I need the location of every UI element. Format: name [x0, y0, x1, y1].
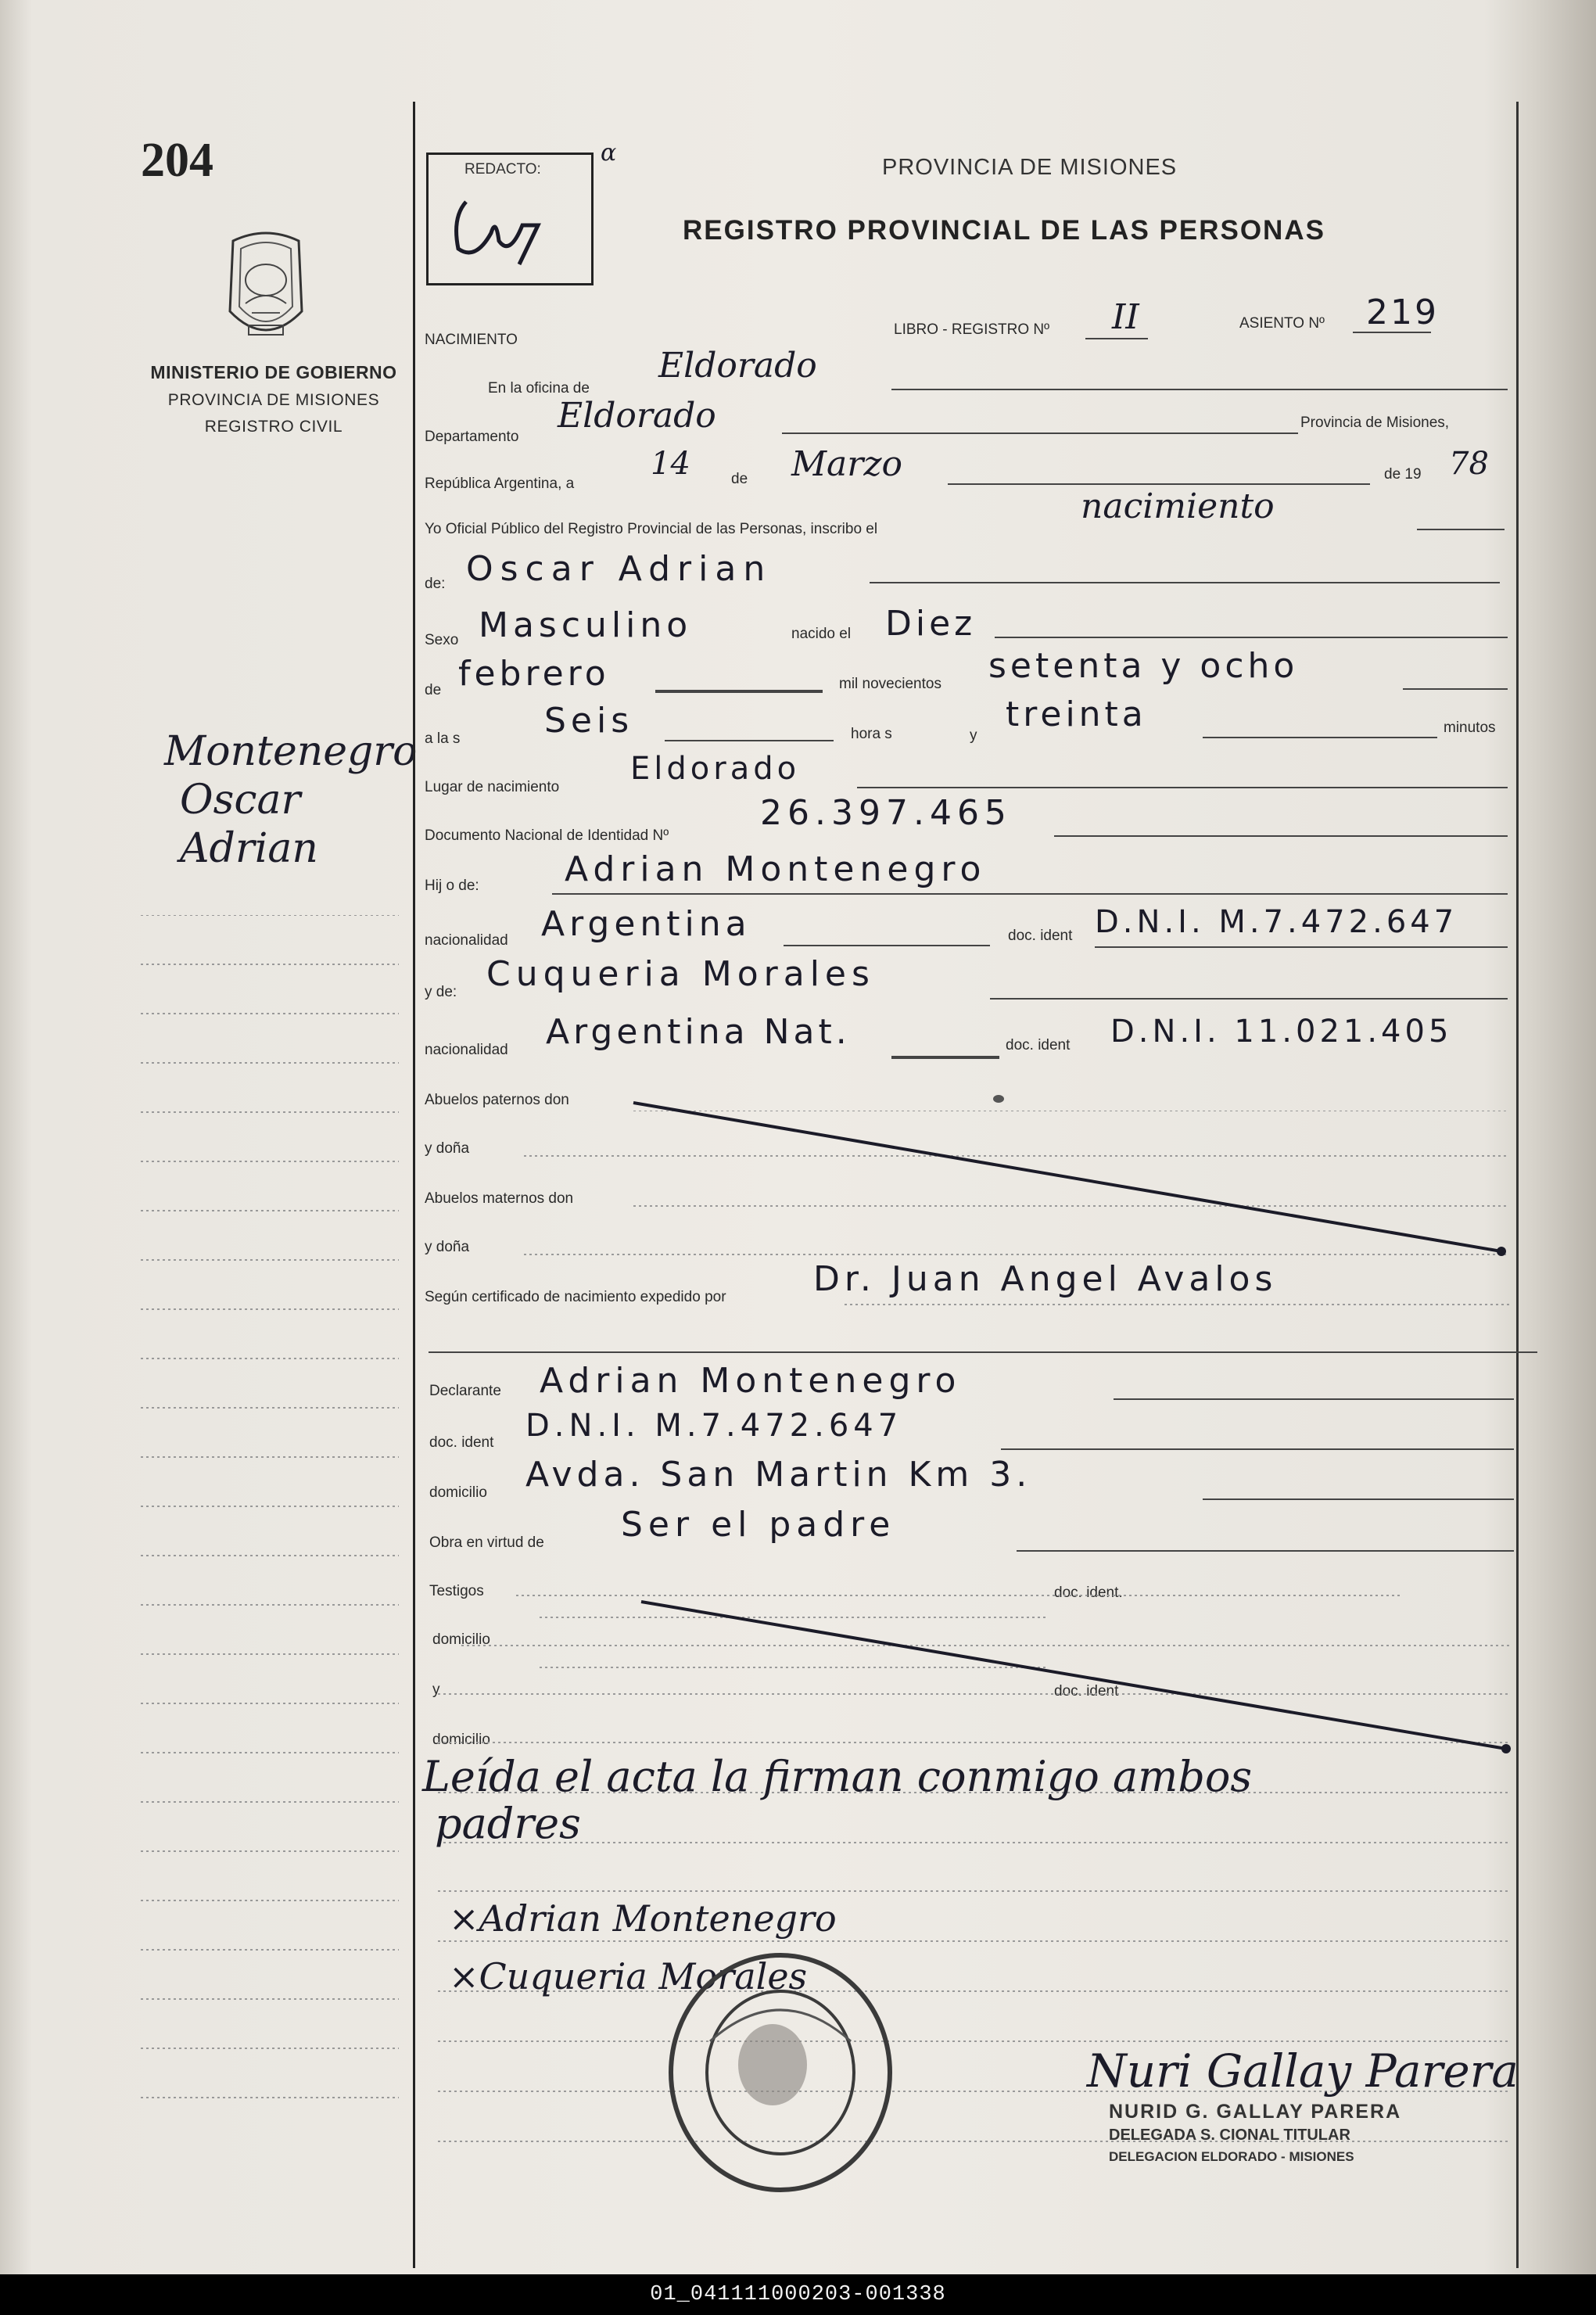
oficina-value: Eldorado: [658, 346, 817, 386]
de19-label: de 19: [1384, 466, 1422, 483]
nac2-label: nacionalidad: [425, 1042, 508, 1058]
redacto-initials: [444, 186, 569, 272]
official-office: DELEGACION ELDORADO - MISIONES: [1109, 2149, 1354, 2164]
mes-line: [948, 483, 1370, 485]
certificado-label: Según certificado de nacimiento expedido por: [425, 1289, 726, 1305]
official-signature: Nuri Gallay Parera: [1087, 2044, 1519, 2098]
title-registry: REGISTRO PROVINCIAL DE LAS PERSONAS: [683, 215, 1325, 246]
margin-note: [164, 727, 417, 873]
act-type: NACIMIENTO: [425, 332, 518, 348]
image-code: 01_041111000203-001338: [650, 2283, 946, 2306]
redacto-label: REDACTO:: [464, 161, 541, 178]
minutos-line: [1203, 737, 1437, 738]
left-margin-lines: [141, 915, 407, 2135]
margin-second-name: Adrian: [180, 825, 318, 872]
inscribo-label: Yo Oficial Público del Registro Provincial de las Personas, inscribo el: [425, 521, 878, 537]
dni-label: Documento Nacional de Identidad Nº: [425, 827, 669, 844]
libro-line: [1085, 338, 1148, 339]
declarante-value: Adrian Montenegro: [540, 1361, 962, 1401]
redacto-box: [426, 153, 594, 285]
hora-line: [665, 740, 834, 741]
medico-value: Dr. Juan Angel Avalos: [813, 1259, 1278, 1299]
nombre-value: Oscar Adrian: [466, 549, 773, 589]
padre-doc-value: D.N.I. M.7.472.647: [1095, 904, 1458, 940]
padre-nac-value: Argentina: [541, 904, 751, 944]
ministry-name: MINISTERIO DE GOBIERNO: [150, 362, 397, 382]
official-name: NURID G. GALLAY PARERA: [1109, 2101, 1402, 2123]
obra-value: Ser el padre: [621, 1505, 896, 1545]
inscribo-value: nacimiento: [1081, 486, 1275, 526]
nombre-label: de:: [425, 576, 446, 592]
title-province: PROVINCIA DE MISIONES: [882, 155, 1178, 180]
lugar-label: Lugar de nacimiento: [425, 779, 560, 795]
asiento-line: [1353, 332, 1431, 333]
departamento-label: Departamento: [425, 429, 519, 445]
test-dom2-label: domicilio: [432, 1732, 490, 1748]
ministry-office: REGISTRO CIVIL: [204, 418, 343, 436]
oficina-label: En la oficina de: [488, 380, 590, 397]
abuelos-mat-label: Abuelos maternos don: [425, 1190, 574, 1207]
test-y-label: y: [432, 1682, 440, 1698]
signature-father: ×Adrian Montenegro: [449, 1897, 837, 1940]
dia-value: 14: [651, 446, 690, 482]
asiento-value: 219: [1366, 293, 1439, 332]
padre-value: Adrian Montenegro: [565, 849, 987, 889]
madre-nac-line: [891, 1056, 999, 1059]
nac1-label: nacionalidad: [425, 932, 508, 949]
madre-doc-value: D.N.I. 11.021.405: [1110, 1014, 1453, 1050]
nacido-dia-value: Diez: [885, 604, 977, 644]
madre-value: Cuqueria Morales: [486, 954, 875, 994]
lugar-value: Eldorado: [630, 751, 801, 787]
inscribo-line: [1417, 529, 1505, 530]
mes-value: Marzo: [791, 444, 902, 484]
y-label: y: [970, 727, 977, 744]
closing-line2: padres: [435, 1799, 581, 1848]
libro-label: LIBRO - REGISTRO Nº: [894, 321, 1050, 338]
nacido-label: nacido el: [791, 626, 852, 642]
signature-mother: ×Cuqueria Morales: [449, 1955, 808, 1997]
sexo-value: Masculino: [479, 605, 693, 645]
closing-line1: Leída el acta la firman conmigo ambos: [422, 1752, 1253, 1801]
official-stamp-icon: [663, 1947, 898, 2198]
asiento-label: ASIENTO Nº: [1239, 315, 1325, 332]
margin-first-name: Oscar: [180, 777, 301, 824]
abuelos-pat-label: Abuelos paternos don: [425, 1092, 569, 1108]
redacto-mark: α: [601, 139, 617, 167]
padre-nac-line: [784, 945, 990, 946]
yde-label: y de:: [425, 984, 457, 1000]
nombre-line: [870, 582, 1500, 583]
image-code-bar: [0, 2274, 1596, 2315]
official-stamp-text: [1109, 2101, 1401, 2165]
anio-value: 78: [1449, 446, 1489, 482]
lugar-line: [857, 787, 1508, 788]
padre-line: [552, 893, 1508, 895]
declarante-label: Declarante: [429, 1383, 501, 1399]
hijo-label: Hij o de:: [425, 878, 479, 894]
docident1-label: doc. ident: [1008, 928, 1073, 944]
minutos-label: minutos: [1444, 720, 1496, 736]
decl-doc-label: doc. ident: [429, 1434, 494, 1451]
de-mes-label: de: [425, 682, 442, 698]
libro-value: II: [1112, 297, 1139, 337]
dni-line: [1054, 835, 1508, 837]
de-label: de: [731, 471, 748, 487]
madre-line: [990, 998, 1508, 1000]
horas-label: hora s: [851, 726, 892, 742]
departamento-value: Eldorado: [558, 396, 716, 436]
republica-label: República Argentina, a: [425, 476, 575, 492]
test-dom1-label: domicilio: [432, 1631, 490, 1648]
obra-label: Obra en virtud de: [429, 1534, 544, 1551]
ydona1-label: y doña: [425, 1140, 470, 1157]
alas-label: a la s: [425, 730, 461, 747]
nacido-anio-line: [1403, 688, 1508, 690]
nacido-anio-value: setenta y ocho: [988, 646, 1299, 686]
official-title: DELEGADA S. CIONAL TITULAR: [1109, 2127, 1350, 2144]
strike-lines: [610, 1087, 1517, 1760]
oficina-line: [891, 389, 1508, 390]
docident2-label: doc. ident: [1006, 1037, 1071, 1053]
nacido-line: [995, 637, 1508, 638]
ydona2-label: y doña: [425, 1239, 470, 1255]
domicilio-value: Avda. San Martin Km 3.: [525, 1455, 1032, 1495]
margin-surname: Montenegro: [164, 728, 418, 775]
folio-number: 204: [141, 134, 213, 187]
nacido-mes-line: [655, 690, 823, 693]
test-doc1-label: doc. ident.: [1054, 1585, 1123, 1601]
crest-icon: [217, 225, 314, 350]
ministry-block: [145, 362, 403, 436]
decl-doc-value: D.N.I. M.7.472.647: [525, 1408, 903, 1444]
minutos-value: treinta: [1006, 694, 1147, 734]
test-doc2-label: doc. ident: [1054, 1683, 1119, 1699]
testigos-label: Testigos: [429, 1583, 484, 1599]
domicilio-label: domicilio: [429, 1484, 487, 1501]
sexo-label: Sexo: [425, 632, 459, 648]
dni-value: 26.397.465: [760, 793, 1012, 833]
departamento-line: [782, 432, 1298, 434]
hora-value: Seis: [544, 701, 634, 741]
provincia-label: Provincia de Misiones,: [1300, 415, 1450, 431]
ink-blot: [993, 1095, 1004, 1103]
nacido-mes-value: febrero: [458, 654, 610, 694]
ministry-province: PROVINCIA DE MISIONES: [167, 391, 380, 409]
padre-doc-line: [1095, 946, 1508, 948]
madre-nac-value: Argentina Nat.: [546, 1012, 851, 1052]
milnov-label: mil novecientos: [839, 676, 941, 692]
